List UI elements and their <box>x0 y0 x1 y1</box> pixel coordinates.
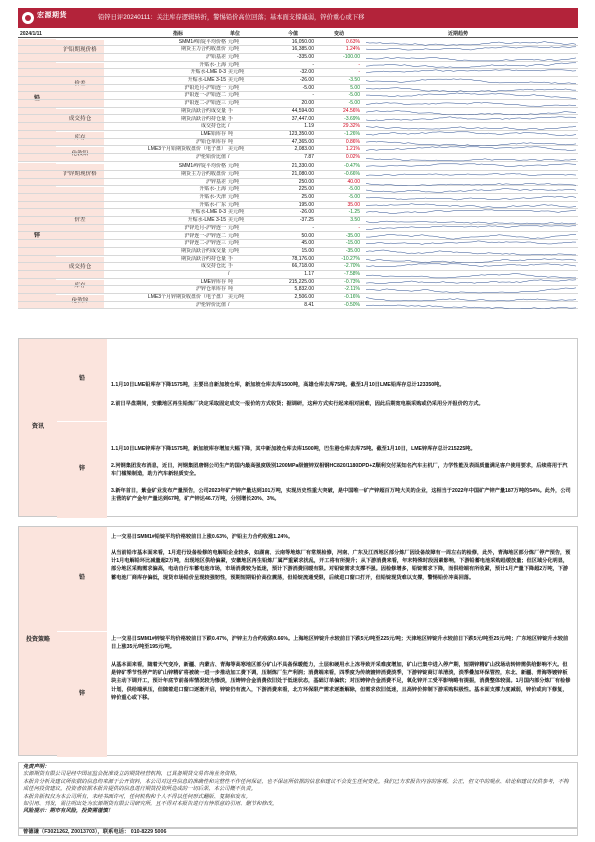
unit-cell: 元/吨 <box>228 170 240 177</box>
table-row <box>18 279 578 287</box>
unit-cell: 吨 <box>228 138 234 145</box>
trend-sparkline <box>366 116 578 124</box>
value-cell: 37,447.00 <box>291 115 314 122</box>
table-row <box>18 263 578 271</box>
strategy-zinc-summary: 上一交易日SMM1#锌锭平均价格较前日下跌0.47%，沪锌主力合约收跌0.66%。上海地区锌锭升水较前日下跌5元/吨至225元/吨；天津地区锌锭升水较前日下跌5元/吨至25元/吨；广东地区锌锭升水较前日上涨35元/吨至195元/吨。 <box>111 636 569 651</box>
trend-sparkline <box>366 271 578 279</box>
unit-cell: 美元/吨 <box>228 209 245 216</box>
news-section-label: 资讯 <box>19 339 57 516</box>
value-cell: 21,330.00 <box>291 163 314 170</box>
value-cell: 15.00 <box>301 247 314 254</box>
strategy-lead-body: 从当前铅市基本面来看，1月进行设备检修的电解铅企业较多，如湖南、云南等地炼厂有常规检修，河南、广东及江西地区部分炼厂因设备故障有一周左右的检修，此外，青海地区部分炼厂停产预告，预计1月电解铅环比减量超2万吨，出现地区供给偏紧，安徽地区再生铅炼厂属严重紧求扰乱，开工将有所提升；从下游消费来看，年末特殊时段因素影响，下游铅蓄电池采购趋缓放量；但区域分化明显，部分地区采购需求偏高，电动自行车蓄电池市场，市场消费较为低迷，预计下游消费回暖有限。对铅锭需求支撑不强。因检修增多，铅锭需求下降，而供给端有所收紧，预计1月产量下降超2万吨，下游蓄电池厂商库存偏低，现货市场铅价呈现较强韧性，预期短期铅价高位震荡，但铅锭流通受限，后续进口窗口打开，但铅锭现货难以支撑，警惕铅价冲高回落。 <box>111 550 571 581</box>
strategy-zinc-body: 从基本面来看，随着天气变冷，新疆、内蒙古、青海等高寒地区部分矿山不具备保暖能力，土层和硬用水上冻导致开采难度增加，矿山已集中进入停产期，短期锌精矿山找场动转锌需供给影响不大。但是锌矿季节性停产的矿山锌精矿将被统一进一步推动加工费下调，压制炼厂生产利润；消费端来看，四季度为传统镀锌消费淡季，下游锌锭商订单清淡，淡季叠加环保管控，东北、新疆、青海等镀锌板块主动下调开工，预计年底节前备库情况较为惨淡，压铸锌合金消费依旧处于低迷状态，基础订单偏软；对压铸锌合金消费不足，氧化锌开工受平影响略有提振，消费整体较弱。1月国内部分炼厂有检修计划，供给端承压，但随着进口窗口逐渐开启，锌锭仍有流入，下游消费来看，北方环保限产需求逐渐解除，但需求依旧低迷，且高锌价抑制下游采购积极性。基本面支撑力度减弱，锌价或向下修复，锌价重心或下移。 <box>111 662 571 701</box>
value-cell: 44,594.00 <box>291 107 314 114</box>
table-row <box>18 85 578 93</box>
unit-cell: 元/吨 <box>228 186 240 193</box>
table-header <box>18 30 578 38</box>
indicator-name: LME铅库存 <box>200 130 226 137</box>
zinc-section-label: 锌 <box>18 163 56 309</box>
value-cell: 25.00 <box>301 194 314 200</box>
trend-sparkline <box>366 146 578 154</box>
indicator-name: 成交持仓比 <box>200 263 226 270</box>
trend-sparkline <box>366 179 578 187</box>
value-cell: 1.17 <box>304 271 314 277</box>
value-cell: 215,225.00 <box>288 278 314 285</box>
indicator-name: 升贴水-LME 0-3 <box>190 209 226 216</box>
zinc-group-label: 沪锌期现价格 <box>56 163 104 186</box>
table-row <box>18 217 578 225</box>
lead-group-label: 沪铅期现价格 <box>56 39 104 62</box>
indicator-name: 期货活跃合约成交量 <box>180 107 226 114</box>
lead-group-label: 价差 <box>56 62 104 108</box>
table-row <box>18 186 578 194</box>
trend-sparkline <box>366 77 578 85</box>
table-row <box>18 92 578 100</box>
change-cell: 3.50 <box>350 217 360 224</box>
unit-cell: 手 <box>228 263 234 270</box>
unit-cell: 手 <box>228 115 234 122</box>
lead-group-label: 库存 <box>56 131 104 146</box>
change-cell: 1.24% <box>345 46 360 53</box>
change-cell: - <box>358 69 360 76</box>
trend-sparkline <box>366 69 578 77</box>
table-row <box>18 209 578 217</box>
logo-icon <box>22 12 34 24</box>
unit-cell: / <box>228 271 230 277</box>
trend-sparkline <box>366 62 578 70</box>
table-row <box>18 286 578 294</box>
unit-cell: 元/吨 <box>228 38 240 45</box>
unit-cell: 元/吨 <box>228 194 240 200</box>
indicator-name: 沪锌连一-沪锌连二 <box>184 232 226 239</box>
trend-sparkline <box>366 233 578 241</box>
table-row <box>18 46 578 54</box>
change-cell: -2.11% <box>344 286 360 293</box>
col-change: 变动 <box>334 31 345 37</box>
change-cell: 29.32% <box>343 123 360 130</box>
trend-sparkline <box>366 131 578 139</box>
disclaimer-p3: 本报告版权仅为本公司所有，未经书面许可，任何机构和个人不得以任何形式翻版、复制和发布。 <box>23 793 251 800</box>
indicator-name: 沪锌连二-沪锌连三 <box>184 240 226 247</box>
zinc-group-label: 成交持仓 <box>56 256 104 279</box>
strategy-section-label: 投资策略 <box>19 527 57 755</box>
change-cell: 24.56% <box>343 107 360 114</box>
trend-sparkline <box>366 92 578 100</box>
indicator-name: 沪伦锌价比值 <box>195 301 226 308</box>
value-cell: 2,083.00 <box>294 146 314 153</box>
strategy-lead-label: 铅 <box>57 527 107 631</box>
indicator-name: 期货活跃合约持仓量 <box>180 255 226 262</box>
change-cell: -5.00 <box>348 194 360 200</box>
unit-cell: 元/吨 <box>228 163 240 170</box>
trend-sparkline <box>366 286 578 294</box>
table-row <box>18 171 578 179</box>
news-block <box>18 338 578 517</box>
value-cell: 195.00 <box>298 201 314 208</box>
table-row <box>18 248 578 256</box>
table-row <box>18 225 578 233</box>
unit-cell: 手 <box>228 107 234 114</box>
indicator-name: 升贴水-LME 3-15 <box>187 77 226 83</box>
table-row <box>18 54 578 62</box>
trend-sparkline <box>366 217 578 225</box>
unit-cell: 元/吨 <box>228 53 240 60</box>
trend-sparkline <box>366 256 578 264</box>
unit-cell: 元/吨 <box>228 224 240 231</box>
contact-footer: 曾德谦（F3021262, Z0013703），联系电话： 010-8229 5006 <box>18 828 578 836</box>
unit-cell: 元/吨 <box>228 46 240 53</box>
lead-section-label: 铅 <box>18 39 56 162</box>
report-title: 铅锌日评20240111：关注库存逻辑转折，警惕铅价高位回落；基本面支撑减弱，锌价重心或下移 <box>98 14 365 21</box>
report-header <box>18 8 578 28</box>
indicator-name: 期货主力合约收盘价 <box>180 170 226 177</box>
logo-text: 宏源期货 <box>37 12 67 19</box>
table-row <box>18 77 578 85</box>
indicator-name: LME锌库存 <box>200 278 226 285</box>
indicator-name: 升贴水-天津 <box>199 194 226 200</box>
table-row <box>18 123 578 131</box>
zinc-group-label: 伦敦锌 <box>56 294 104 309</box>
trend-sparkline <box>366 202 578 210</box>
indicator-name: SMM1#锌锭平均价格 <box>178 163 226 170</box>
indicator-name: SMM1#铅锭平均价格 <box>178 38 226 45</box>
value-cell: 5,832.00 <box>294 286 314 293</box>
news-lead-1: 1.1月10日LME铅库存下降1575吨，主要出自新加坡仓库，新加坡仓库去库1500吨，高雄仓库去库75吨。截至1月10日LME铅库存总计123350吨。 <box>111 382 445 388</box>
change-cell: -35.00 <box>345 232 360 239</box>
trend-sparkline <box>366 194 578 202</box>
value-cell: -26.00 <box>299 77 314 83</box>
trend-sparkline <box>366 279 578 287</box>
disclaimer-p4: 如引用、刊发，需注明出处为宏源期货有限公司研究所，且不得对本报告进行有悖原意的引用、删节和修改。 <box>23 801 278 808</box>
unit-cell: 元/吨 <box>228 247 240 254</box>
unit-cell: 元/吨 <box>228 201 240 208</box>
table-row <box>18 146 578 154</box>
unit-cell: 吨 <box>228 278 234 285</box>
risk-warning: 风险提示：期市有风险，投资需谨慎！ <box>23 808 114 815</box>
value-cell: 78,176.00 <box>291 255 314 262</box>
col-unit: 单位 <box>230 31 241 37</box>
news-lead-2: 2.前日早盘期间，安徽地区再生铅炼厂决定采取固定成交一报价的方式收货；据调研，这种方式实行起来相对困难，因此后期宽电瓶采购或仍采用分开报价的方式。 <box>111 401 484 407</box>
change-cell: -3.50 <box>348 77 360 83</box>
value-cell: -5.00 <box>302 84 314 91</box>
table-row <box>18 240 578 248</box>
table-row <box>18 202 578 210</box>
unit-cell: 美元/吨 <box>228 217 245 224</box>
change-cell: -0.50% <box>344 301 360 308</box>
indicator-name: 升贴水-上海 <box>199 61 226 68</box>
change-cell: -0.66% <box>344 170 360 177</box>
value-cell: 8.41 <box>304 301 314 308</box>
col-trend: 近期趋势 <box>448 31 469 37</box>
table-row <box>18 39 578 47</box>
table-row <box>18 271 578 279</box>
disclaimer-block <box>18 762 578 828</box>
table-row <box>18 154 578 162</box>
table-row <box>18 116 578 124</box>
indicator-name <box>106 271 226 279</box>
change-cell: -15.00 <box>345 240 360 247</box>
change-cell: - <box>358 61 360 68</box>
trend-sparkline <box>366 209 578 217</box>
value-cell: 7.87 <box>304 154 314 160</box>
value-cell: - <box>312 224 314 231</box>
news-zinc-2: 2.河钢集团发布消息，近日，河钢集团唐钢公司生产的国内最高强度级别1200MPa级镀锌双相钢HC820/1180DPD+Z顺利交付某知名汽车主机厂，力学性能及表面质量满足客户使用要求，后续将用于汽车门槛梁制造，助力汽车新轻质安全。 <box>111 463 568 478</box>
disclaimer-p1: 宏源期货有限公司是经中国证监会批准设立的期货经营机构，已具备期货交易咨询业务资格。 <box>23 771 241 778</box>
unit-cell: 美元/吨 <box>228 146 245 153</box>
table-row <box>18 62 578 70</box>
trend-sparkline <box>366 154 578 162</box>
trend-sparkline <box>366 54 578 62</box>
indicator-name: 期货活跃合约成交量 <box>180 247 226 254</box>
indicator-name: 升贴水-LME 0-3 <box>190 69 226 76</box>
indicator-name: 沪铅基差 <box>205 53 226 60</box>
indicator-name: 沪锌仓单库存 <box>195 286 226 293</box>
table-row <box>18 108 578 116</box>
change-cell: -3.69% <box>344 115 360 122</box>
strategy-zinc-label: 锌 <box>57 631 107 757</box>
indicator-name: 沪锌基差 <box>205 178 226 185</box>
value-cell: 1.19 <box>304 123 314 130</box>
change-cell: -0.73% <box>344 278 360 285</box>
strategy-block <box>18 526 578 756</box>
unit-cell: / <box>228 123 230 130</box>
change-cell: - <box>358 224 360 231</box>
table-row <box>18 294 578 302</box>
trend-sparkline <box>366 294 578 302</box>
trend-sparkline <box>366 248 578 256</box>
lead-group-label: 伦敦铅 <box>56 146 104 161</box>
change-cell: -100.00 <box>343 53 360 60</box>
value-cell: 50.00 <box>301 232 314 239</box>
table-row <box>18 302 578 310</box>
unit-cell: 元/吨 <box>228 61 240 68</box>
change-cell: 40.00 <box>347 178 360 185</box>
indicator-name: 沪铅仓单库存 <box>195 138 226 145</box>
indicator-name: 沪铅近月-沪铅连一 <box>184 84 226 91</box>
change-cell: 5.00 <box>350 84 360 91</box>
value-cell: 66,718.00 <box>291 263 314 270</box>
table-row <box>18 100 578 108</box>
col-today: 今值 <box>288 31 299 37</box>
news-zinc-label: 锌 <box>57 421 107 518</box>
change-cell: -5.00 <box>348 92 360 99</box>
trend-sparkline <box>366 171 578 179</box>
indicator-name: LME3个月铅期货收盘价（电子盘） <box>147 146 226 153</box>
disclaimer-title: 免责声明： <box>23 764 50 770</box>
indicator-name: 沪铅连一-沪铅连二 <box>184 92 226 99</box>
value-cell: -32.00 <box>299 69 314 76</box>
lead-group-label: 成交持仓 <box>56 108 104 131</box>
indicator-name: 沪锌近月-沪锌连一 <box>184 224 226 231</box>
table-row <box>18 256 578 264</box>
table-row <box>18 179 578 187</box>
value-cell: - <box>312 61 314 68</box>
value-cell: 16,050.00 <box>291 38 314 45</box>
change-cell: -10.27% <box>341 255 360 262</box>
trend-sparkline <box>366 302 578 310</box>
value-cell: 20.00 <box>301 100 314 107</box>
change-cell: -5.00 <box>348 186 360 193</box>
value-cell: - <box>312 92 314 99</box>
table-row <box>18 139 578 147</box>
change-cell: -0.47% <box>344 163 360 170</box>
trend-sparkline <box>366 263 578 271</box>
value-cell: 250.00 <box>298 178 314 185</box>
change-cell: 0.63% <box>345 38 360 45</box>
trend-sparkline <box>366 240 578 248</box>
trend-sparkline <box>366 139 578 147</box>
change-cell: 1.21% <box>345 146 360 153</box>
change-cell: -1.26% <box>344 130 360 137</box>
unit-cell: 美元/吨 <box>228 77 245 83</box>
value-cell: 21,080.00 <box>291 170 314 177</box>
trend-sparkline <box>366 186 578 194</box>
zinc-group-label: 库存 <box>56 279 104 294</box>
unit-cell: 元/吨 <box>228 100 240 107</box>
zinc-group-label: 价差 <box>56 186 104 255</box>
unit-cell: 美元/吨 <box>228 294 245 301</box>
report-date: 2024/1/11 <box>20 31 42 37</box>
change-cell: 0.86% <box>345 138 360 145</box>
table-row <box>18 163 578 171</box>
change-cell: -2.70% <box>344 263 360 270</box>
unit-cell: 吨 <box>228 286 234 293</box>
unit-cell: / <box>228 301 230 308</box>
unit-cell: / <box>228 154 230 160</box>
table-row <box>18 194 578 202</box>
news-zinc-1: 1.1月10日LME锌库存下降1575吨，新加坡库存增加大幅下降，其中新加坡仓库去库1500吨，巴生港仓库去库75吨。截至1月10日，LME锌库存总计215225吨。 <box>111 446 476 452</box>
indicator-name: 沪伦铅价比值 <box>195 154 226 160</box>
trend-sparkline <box>366 123 578 131</box>
indicator-name: LME3个月锌期货收盘价（电子盘） <box>147 294 226 301</box>
change-cell: -35.00 <box>345 247 360 254</box>
unit-cell: 元/吨 <box>228 84 240 91</box>
news-lead-label: 铅 <box>57 339 107 421</box>
value-cell: 225.00 <box>298 186 314 193</box>
trend-sparkline <box>366 225 578 233</box>
change-cell: -0.16% <box>344 294 360 301</box>
indicator-name: 期货活跃合约持仓量 <box>180 115 226 122</box>
trend-sparkline <box>366 163 578 171</box>
value-cell: 16,385.00 <box>291 46 314 53</box>
value-cell: 2,506.00 <box>294 294 314 301</box>
indicator-name: 升贴水-上海 <box>199 186 226 193</box>
trend-sparkline <box>366 108 578 116</box>
value-cell: -26.00 <box>299 209 314 216</box>
table-row <box>18 131 578 139</box>
unit-cell: 手 <box>228 255 234 262</box>
news-zinc-3: 3.新年首日，紫金矿业发布产量预告，公司2023年矿产锌产量达到101万吨，实现历史性重大突破，是中国唯一矿产锌超百万吨大关的企业，这相当于2022年中国矿产锌产量187万吨的54%。此外，公司主营的矿产金年产量达到67吨，矿产锌达46.7万吨，分别增长20%、3%。 <box>111 488 571 503</box>
indicator-name: 期货主力合约收盘价 <box>180 46 226 53</box>
value-cell: 47,365.00 <box>291 138 314 145</box>
value-cell: 123,350.00 <box>288 130 314 137</box>
trend-sparkline <box>366 39 578 47</box>
unit-cell: 美元/吨 <box>228 69 245 76</box>
indicator-name: 升贴水-广东 <box>199 201 226 208</box>
indicator-name: 成交持仓比 <box>200 123 226 130</box>
strategy-lead-summary: 上一交易日SMM1#铅锭平均价格较前日上涨0.63%，沪铅主力合约收涨1.24%。 <box>111 534 294 540</box>
value-cell: -335.00 <box>297 53 314 60</box>
trend-sparkline <box>366 100 578 108</box>
change-cell: -5.00 <box>348 100 360 107</box>
unit-cell: 元/吨 <box>228 178 240 185</box>
unit-cell: 元/吨 <box>228 92 240 99</box>
unit-cell: 元/吨 <box>228 232 240 239</box>
disclaimer-p2: 本报告分析及建议所依据的信息均来源于公开资料，本公司对这些信息的准确性和完整性不作任何保证，也不保证所依据的信息和建议不会发生任何变化。我们已力求报告内容的客观、公正，但文中的观点、结论和建议仅供参考，不构成任何投资建议。投资者依据本报告提供的信息进行期货投资所造成的一切后果，本公司概不负责。 <box>23 778 569 793</box>
trend-sparkline <box>366 46 578 54</box>
indicator-name: 升贴水-LME 3-15 <box>187 217 226 224</box>
change-cell: -1.25 <box>348 209 360 216</box>
table-row <box>18 69 578 77</box>
value-cell: 45.00 <box>301 240 314 247</box>
change-cell: 35.00 <box>347 201 360 208</box>
trend-sparkline <box>366 85 578 93</box>
change-cell: 0.02% <box>345 154 360 160</box>
value-cell: -37.25 <box>299 217 314 224</box>
change-cell: -7.58% <box>344 271 360 277</box>
indicator-name: 沪铅连二-沪铅连三 <box>184 100 226 107</box>
company-logo <box>22 11 92 25</box>
unit-cell: 吨 <box>228 130 234 137</box>
unit-cell: 元/吨 <box>228 240 240 247</box>
table-row <box>18 233 578 241</box>
col-indicator: 指标 <box>172 31 183 37</box>
